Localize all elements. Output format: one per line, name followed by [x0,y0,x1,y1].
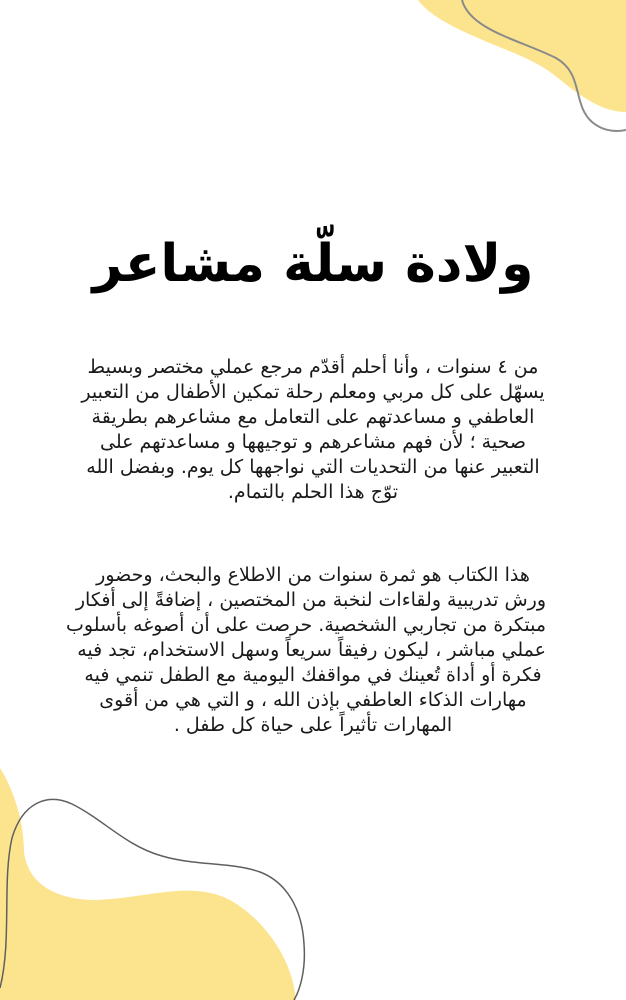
paragraph-line: عملي مباشر ، ليكون رفيقاً سريعاً وسهل الاستخدام، تجد فيه [77,639,546,661]
top-right-yellow-blob [418,0,626,112]
bottom-left-curve-line [0,799,304,1000]
paragraph-line: يسهّل على كل مربي ومعلم رحلة تمكين الأطفال من التعبير [81,381,545,403]
bottom-left-yellow-blob [0,768,296,1000]
paragraph-line: من ٤ سنوات ، وأنا أحلم أقدّم مرجع عملي مختصر وبسيط [87,356,539,378]
intro-paragraph [80,355,546,505]
book-description-paragraph [66,563,546,738]
top-right-curve-line [462,0,626,131]
paragraph-line: توّج هذا الحلم بالتمام. [227,481,399,503]
paragraph-line: هذا الكتاب هو ثمرة سنوات من الاطلاع والبحث، وحضور [96,564,530,586]
paragraph-line: العاطفي و مساعدتهم على التعامل مع مشاعرهم بطريقة [91,406,535,428]
paragraph-line: المهارات تأثيراً على حياة كل طفل . [173,714,453,736]
page-title: ولادة سلّة مشاعر [92,234,534,294]
paragraph-line: صحية ؛ لأن فهم مشاعرهم و توجيهها و مساعدتهم على [99,431,526,453]
paragraph-line: ورش تدريبية ولقاءات لنخبة من المختصين ، إضافةً إلى أفكار [75,589,546,611]
paragraph-line: التعبير عنها من التحديات التي نواجهها كل يوم. وبفضل الله [86,456,540,478]
paragraph-line: مهارات الذكاء العاطفي بإذن الله ، و التي هي من أقوى [99,689,527,711]
paragraph-line: فكرة أو أداة تُعينك في مواقفك اليومية مع الطفل تنمي فيه [84,664,542,686]
paragraph-line: مبتكرة من تجاربي الشخصية. حرصت على أن أصوغه بأسلوب [66,614,546,636]
